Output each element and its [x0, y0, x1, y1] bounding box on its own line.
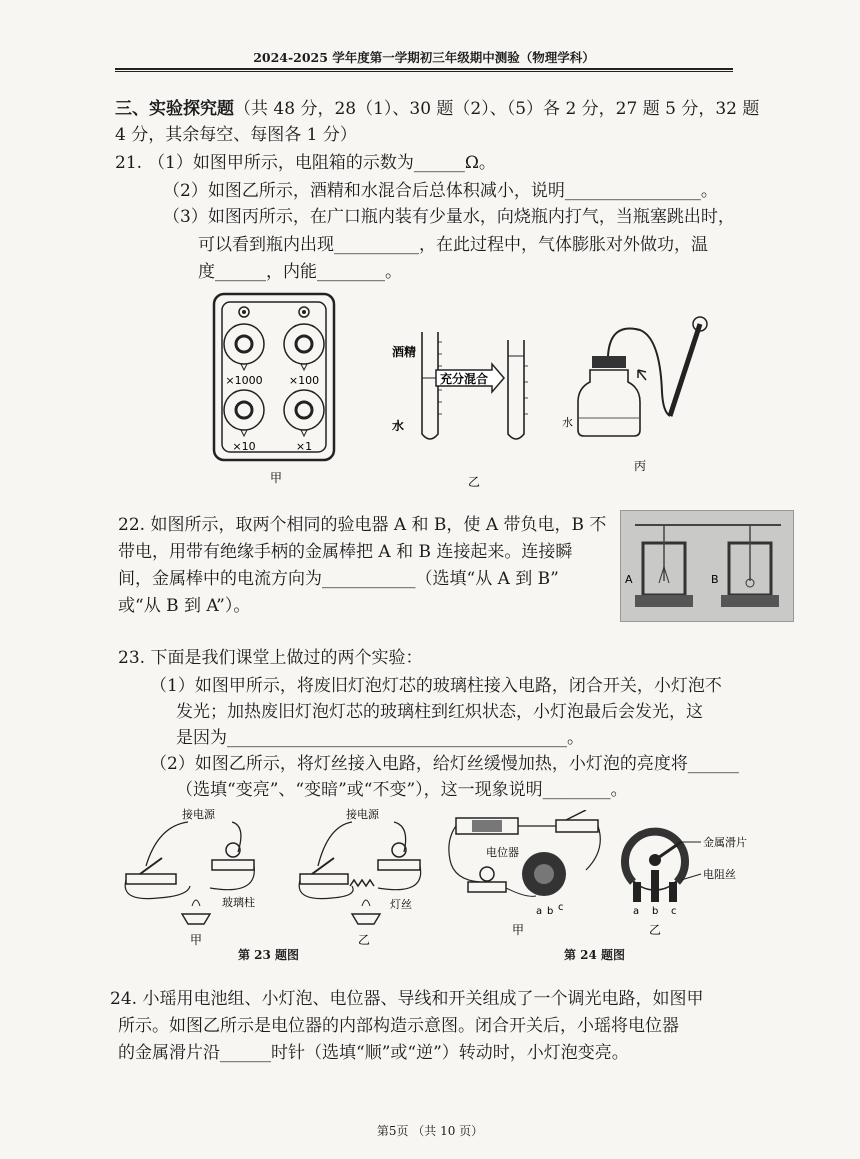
q21-part3-line2: 可以看到瓶内出现__________，在此过程中，气体膨胀对外做功，温 — [198, 235, 708, 255]
bulb-base-icon — [212, 860, 254, 870]
q23-part1-line3: 是因为________________________________________。 — [176, 728, 584, 748]
figure-caption: 甲 — [189, 933, 203, 946]
q23-part2-line2: （选填“变亮”、“变暗”或“不变”），这一现象说明________。 — [176, 780, 628, 800]
terminal-a: a — [536, 906, 543, 917]
figure-caption: 乙 — [357, 933, 371, 946]
bulb-icon — [226, 843, 240, 857]
label-water: 水 — [392, 419, 405, 433]
q24-figure-caption: 第 24 题图 — [564, 948, 626, 962]
mixing-tubes-figure — [384, 326, 544, 491]
dial-label: ×1 — [295, 440, 313, 453]
label-power: 接电源 — [182, 808, 215, 821]
q23-circuit-jia — [118, 806, 268, 946]
q23-circuit-yi — [292, 806, 442, 946]
header-rule-thin — [115, 71, 733, 72]
q23-part1-line2: 发光；加热废旧灯泡灯芯的玻璃柱到红炽状态，小灯泡最后会发光，这 — [176, 702, 703, 722]
q23-part1-line1: （1）如图甲所示，将废旧灯泡灯芯的玻璃柱接入电路，闭合开关，小灯泡不 — [150, 676, 722, 696]
motion-arrow-icon — [638, 370, 646, 380]
dial-x1 — [284, 390, 324, 436]
label-potentiometer: 电位器 — [486, 846, 519, 859]
label-alcohol: 酒精 — [392, 345, 417, 359]
q24-line2: 所示。如图乙所示是电位器的内部构造示意图。闭合开关后，小瑶将电位器 — [118, 1016, 679, 1036]
resistance-box-figure — [210, 292, 340, 492]
q24-line1: 24. 小瑶用电池组、小灯泡、电位器、导线和开关组成了一个调光电路，如图甲 — [110, 989, 704, 1009]
burner-icon — [352, 914, 380, 924]
q23-part2-line1: （2）如图乙所示，将灯丝接入电路，给灯丝缓慢加热，小灯泡的亮度将______ — [150, 754, 739, 774]
terminal-c: c — [558, 902, 564, 913]
q21-part3-line3: 度______，内能________。 — [198, 262, 402, 282]
dial-label: ×100 — [288, 374, 320, 387]
q24-line3: 的金属滑片沿______时针（选填“顺”或“逆”）转动时，小灯泡变亮。 — [118, 1043, 629, 1063]
bottle-icon — [578, 370, 640, 436]
label-b: B — [711, 573, 719, 586]
figure-caption: 乙 — [467, 475, 481, 489]
electroscope-photo — [620, 510, 794, 622]
label-part: 灯丝 — [390, 898, 412, 911]
figure-caption: 甲 — [269, 471, 283, 485]
figure-caption: 乙 — [648, 923, 662, 937]
q21-part2: （2）如图乙所示，酒精和水混合后总体积减小，说明________________。 — [163, 181, 718, 201]
pump-icon — [670, 324, 700, 416]
terminal-c: c — [671, 906, 677, 917]
terminal-b: b — [547, 906, 554, 917]
q22-line4: 或“从 B 到 A”）。 — [118, 596, 251, 616]
flame-icon — [362, 900, 370, 906]
q21-part1: （1）如图甲所示，电阻箱的示数为______Ω。 — [148, 153, 496, 173]
switch-icon — [126, 874, 176, 884]
label-slider: 金属滑片 — [703, 836, 747, 849]
label-water: 水 — [562, 416, 573, 429]
switch-icon — [556, 820, 598, 832]
q24-potentiometer-yi — [615, 820, 785, 940]
section-heading — [115, 96, 759, 122]
terminal-b: b — [652, 906, 659, 917]
label-a: A — [625, 573, 633, 586]
dial-x10 — [224, 390, 264, 436]
tube-right — [508, 340, 524, 439]
q23-intro: 23. 下面是我们课堂上做过的两个实验： — [118, 648, 423, 668]
dial-x1000 — [224, 324, 264, 370]
q22-line3: 间，金属棒中的电流方向为___________（选填“从 A 到 B” — [118, 569, 559, 589]
label-part: 玻璃柱 — [222, 896, 255, 909]
figure-caption: 丙 — [633, 459, 647, 473]
bulb-icon — [480, 867, 494, 881]
label-wire: 电阻丝 — [703, 868, 736, 881]
switch-icon — [300, 874, 348, 884]
burner-icon — [182, 914, 210, 924]
q22-line1: 22. 如图所示，取两个相同的验电器 A 和 B，使 A 带负电，B 不 — [118, 515, 607, 535]
bottle-pump-figure — [550, 312, 730, 482]
dial-label: ×10 — [232, 440, 256, 453]
label-power: 接电源 — [346, 808, 379, 821]
section-title: 三、实验探究题 — [115, 99, 234, 119]
q21-number: 21. — [115, 153, 143, 173]
section-desc-cont: 4 分，其余每空、每图各 1 分） — [115, 125, 357, 145]
stopper-icon — [592, 356, 626, 368]
q23-figure-caption: 第 23 题图 — [238, 948, 300, 962]
bulb-base-icon — [378, 860, 420, 870]
bulb-base-icon — [468, 882, 506, 892]
flame-icon — [192, 900, 200, 906]
figure-caption: 甲 — [511, 923, 525, 937]
header-rule — [115, 68, 733, 70]
q22-line2: 带电，用带有绝缘手柄的金属棒把 A 和 B 连接起来。连接瞬 — [118, 542, 573, 562]
q21-part3-line1: （3）如图丙所示，在广口瓶内装有少量水，向烧瓶内打气，当瓶塞跳出时， — [163, 207, 735, 227]
terminal-a: a — [633, 906, 640, 917]
filament-icon — [350, 880, 374, 886]
arrow-label: 充分混合 — [439, 372, 489, 386]
q24-circuit-jia — [446, 810, 616, 940]
dial-label: ×1000 — [225, 374, 263, 387]
page-number: 第5页 （共 10 页） — [376, 1124, 484, 1138]
section-desc: （共 48 分，28（1）、30 题（2）、（5）各 2 分，27 题 5 分，32 题 — [234, 99, 760, 119]
slider-icon — [655, 842, 681, 860]
dial-x100 — [284, 324, 324, 370]
page-header: 2024-2025 学年度第一学期初三年级期中测验（物理学科） — [253, 50, 595, 65]
